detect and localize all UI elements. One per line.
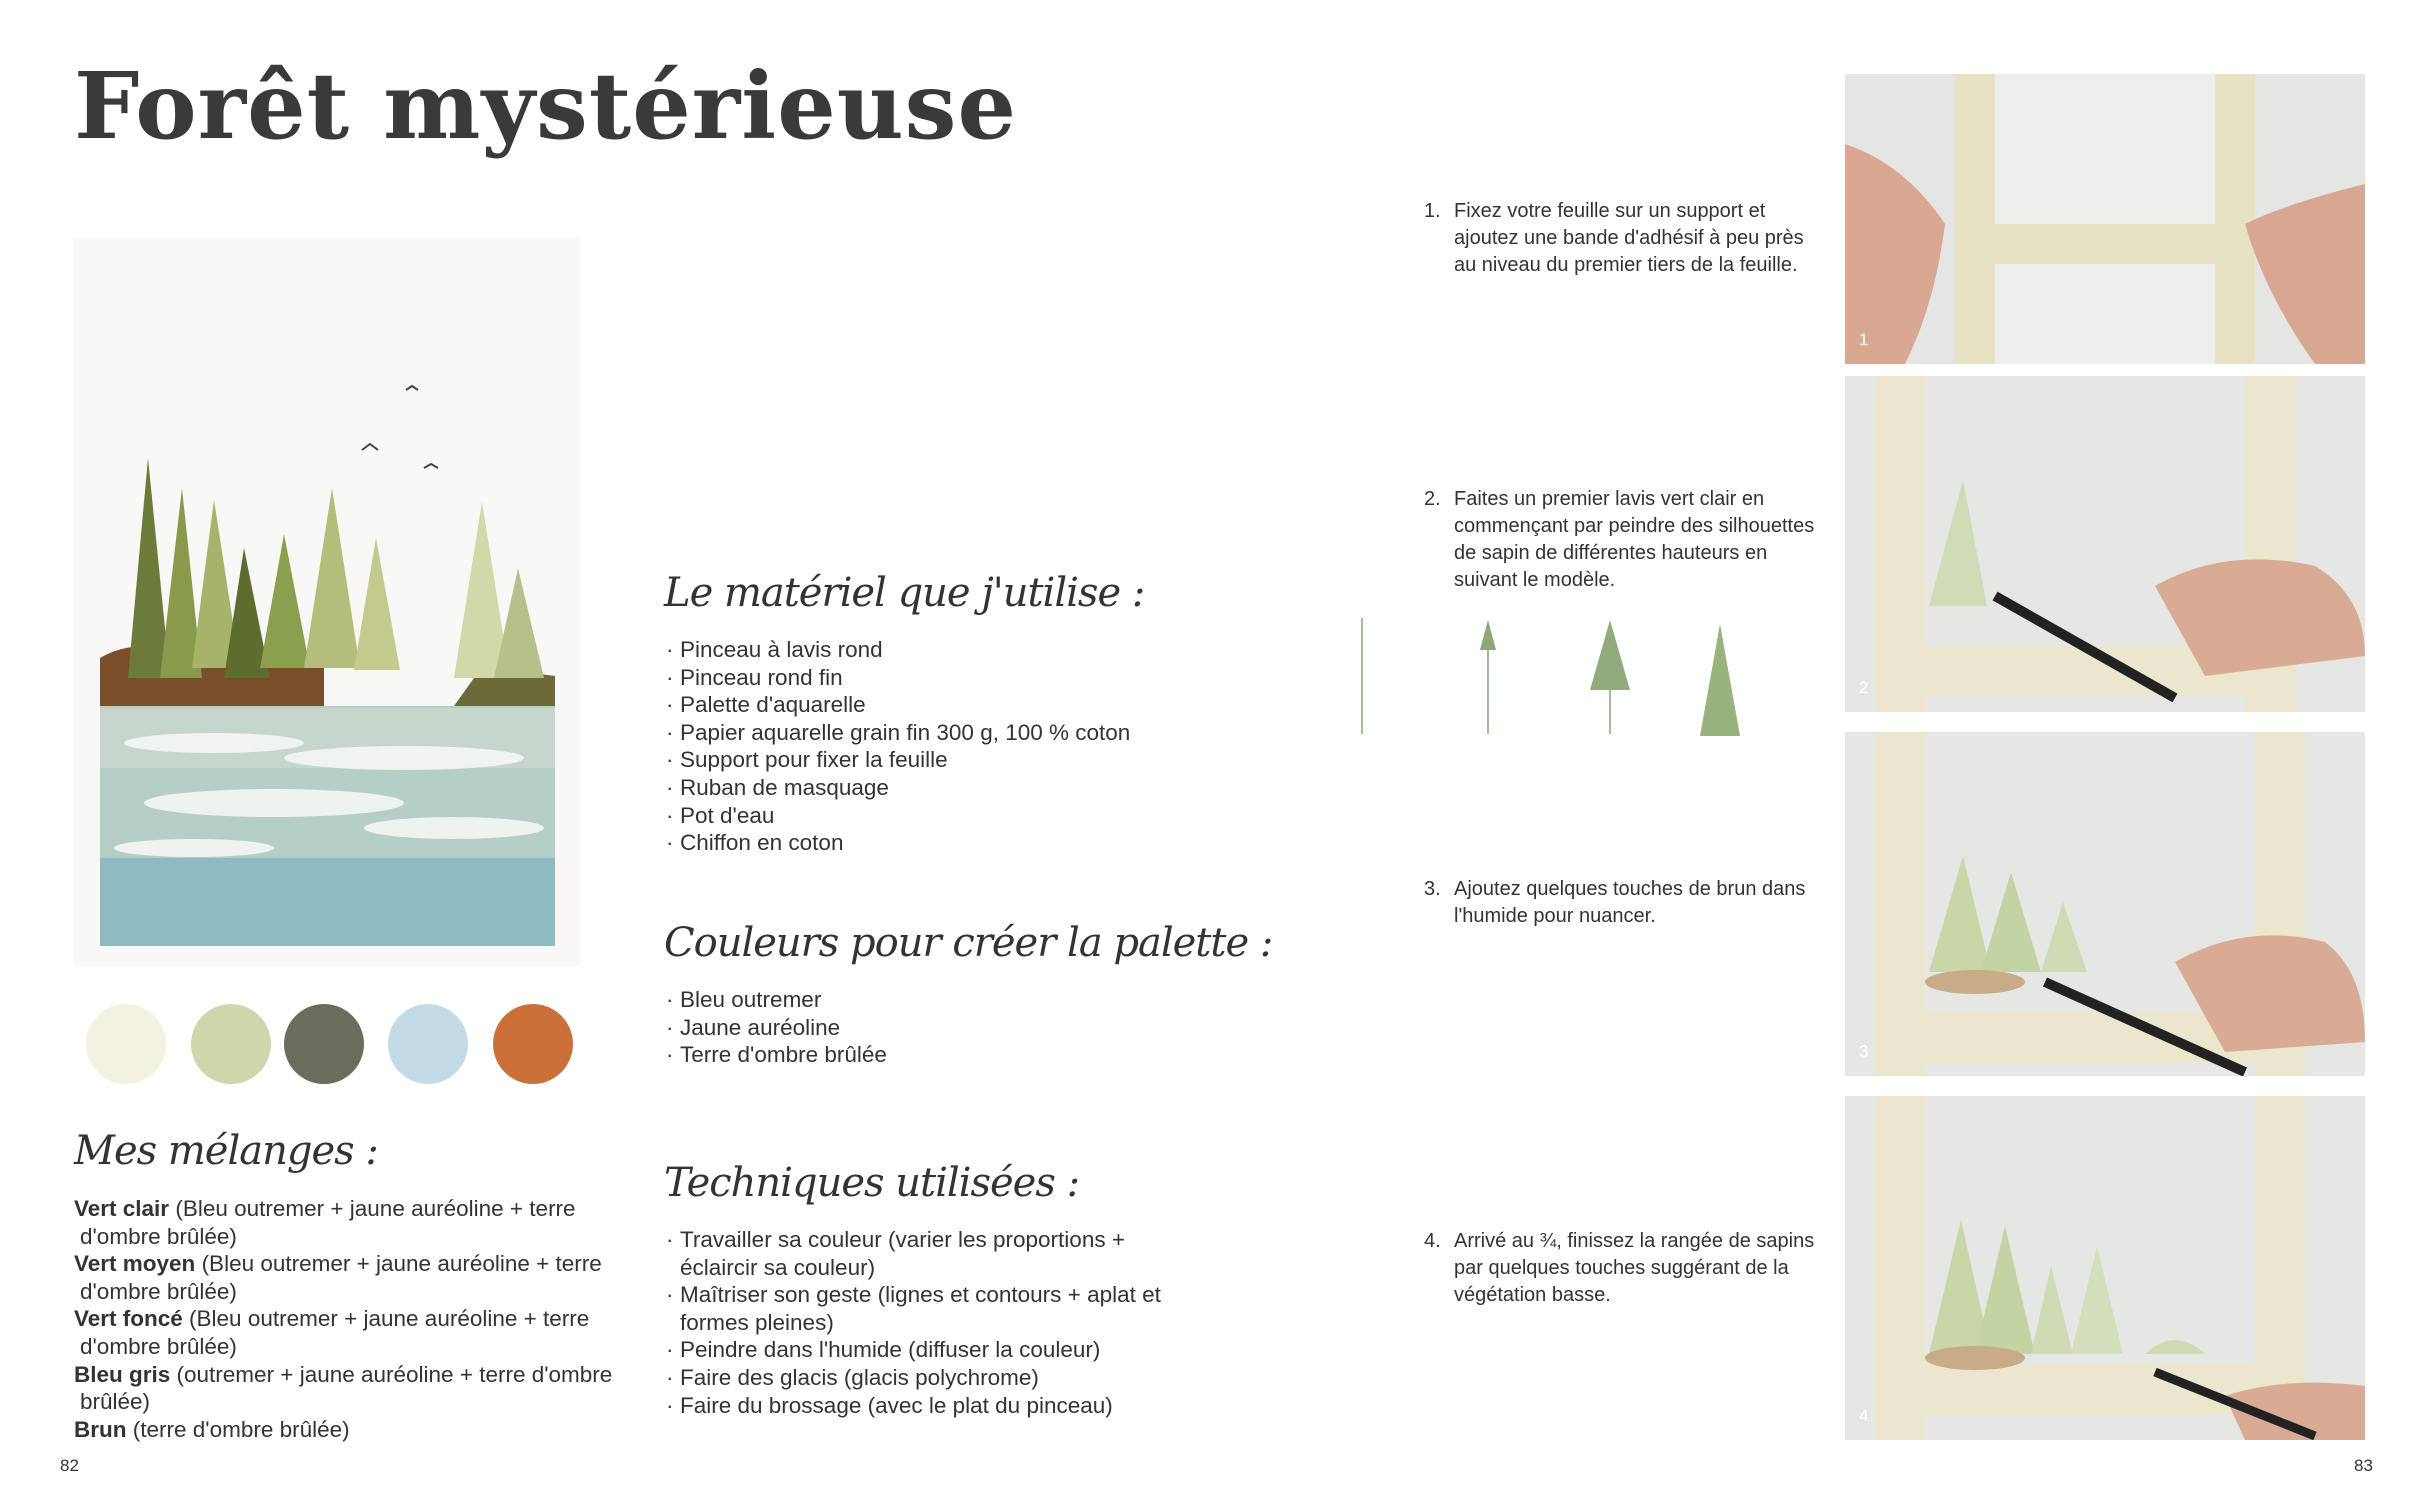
step-photo-1 (1845, 74, 2365, 364)
swatch-2 (191, 1004, 271, 1084)
step-photo-4 (1845, 1096, 2365, 1440)
list-item: · Peindre dans l'humide (diffuser la couleur) (666, 1336, 1166, 1364)
tree-sketches-illustration (1358, 608, 1758, 748)
list-item: · Pot d'eau (666, 802, 1226, 830)
swatch-3 (284, 1004, 364, 1084)
list-item: · Papier aquarelle grain fin 300 g, 100 % coton (666, 719, 1226, 747)
step-2-illustration (1845, 376, 2365, 712)
mix-item: Bleu gris (outremer + jaune auréoline + terre d'ombre brûlée) (74, 1361, 613, 1415)
palette-list (666, 986, 1226, 1069)
list-item: · Ruban de masquage (666, 774, 1226, 802)
step-2: 2. Faites un premier lavis vert clair en commençant par peindre des silhouettes de sapin de différentes hauteurs en suivant le modèle. (1424, 488, 1815, 591)
step-3: 3. Ajoutez quelques touches de brun dans l'humide pour nuancer. (1424, 878, 1806, 927)
list-item: · Pinceau rond fin (666, 664, 1226, 692)
list-item: · Maîtriser son geste (lignes et contours + aplat et formes pleines) (666, 1281, 1166, 1336)
list-item: · Support pour fixer la feuille (666, 746, 1226, 774)
step-4: 4. Arrivé au ¾, finissez la rangée de sapins par quelques touches suggérant de la végétation basse. (1424, 1230, 1815, 1306)
step-4-illustration (1845, 1096, 2365, 1440)
photo-label: 2 (1859, 678, 1869, 697)
list-item: · Terre d'ombre brûlée (666, 1041, 1226, 1069)
mix-item: Vert foncé (Bleu outremer + jaune auréoline + terre d'ombre brûlée) (74, 1306, 590, 1359)
techniques-list (666, 1226, 1166, 1419)
materials-heading: Le matériel que j'utilise : (664, 570, 1145, 616)
list-item: · Jaune auréoline (666, 1014, 1226, 1042)
techniques-heading: Techniques utilisées : (664, 1160, 1080, 1206)
step-3-illustration (1845, 732, 2365, 1076)
list-item: · Bleu outremer (666, 986, 1226, 1014)
step-photo-2 (1845, 376, 2365, 712)
page-title: Forêt mystérieuse (74, 52, 1017, 160)
swatch-1 (86, 1004, 166, 1084)
step-1: 1. Fixez votre feuille sur un support et ajoutez une bande d'adhésif à peu près au niveau du premier tiers de la feuille. (1424, 200, 1804, 276)
list-item: · Chiffon en coton (666, 829, 1226, 857)
mix-item: Vert clair (Bleu outremer + jaune auréoline + terre d'ombre brûlée) (74, 1196, 576, 1249)
mixes-list (74, 1195, 614, 1443)
photo-label: 4 (1859, 1406, 1869, 1425)
list-item: · Pinceau à lavis rond (666, 636, 1226, 664)
page-number-left: 82 (60, 1456, 79, 1475)
mix-item: Vert moyen (Bleu outremer + jaune auréoline + terre d'ombre brûlée) (74, 1251, 602, 1304)
swatch-4 (388, 1004, 468, 1084)
list-item: · Travailler sa couleur (varier les proportions + éclaircir sa couleur) (666, 1226, 1166, 1281)
list-item: · Faire des glacis (glacis polychrome) (666, 1364, 1166, 1392)
forest-lake-illustration (74, 238, 580, 966)
step-1-illustration (1845, 74, 2365, 364)
mixes-heading: Mes mélanges : (74, 1128, 378, 1174)
page-number-right: 83 (2354, 1456, 2373, 1475)
list-item: · Faire du brossage (avec le plat du pinceau) (666, 1392, 1166, 1420)
tree-models (1358, 608, 1758, 748)
step-photo-3 (1845, 732, 2365, 1076)
finished-painting (74, 238, 580, 966)
swatch-5 (493, 1004, 573, 1084)
photo-label: 1 (1859, 330, 1869, 349)
photo-label: 3 (1859, 1042, 1869, 1061)
list-item: · Palette d'aquarelle (666, 691, 1226, 719)
palette-heading: Couleurs pour créer la palette : (664, 920, 1273, 966)
materials-list (666, 636, 1226, 857)
mix-item: Brun (terre d'ombre brûlée) (74, 1416, 350, 1442)
